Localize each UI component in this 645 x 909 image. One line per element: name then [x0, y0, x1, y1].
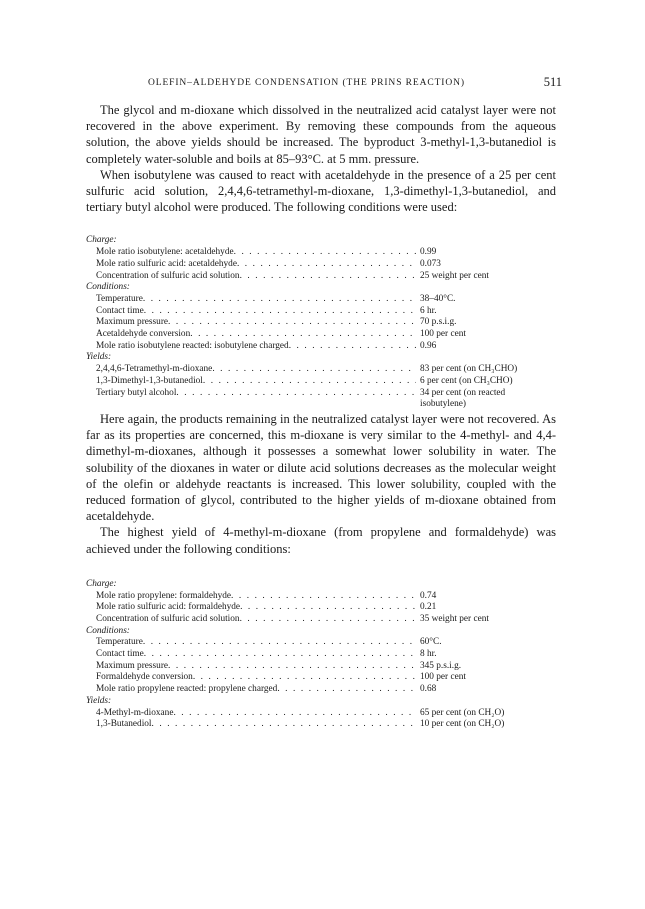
- row-label: [96, 591, 416, 603]
- table-row: [86, 306, 556, 318]
- leader-dots: [152, 719, 416, 731]
- conditions-table-propylene: [86, 579, 556, 731]
- row-label: [96, 672, 416, 684]
- leader-dots: [143, 294, 416, 306]
- section-heading: Yields:: [86, 695, 112, 706]
- row-value: 6 per cent (on CH₃CHO): [420, 375, 513, 386]
- table-row: [86, 708, 556, 720]
- row-value: 35 weight per cent: [420, 613, 489, 624]
- row-value: 70 p.s.i.g.: [420, 317, 457, 328]
- table-row: [86, 388, 556, 411]
- row-label-text: 1,3-Dimethyl-1,3-butanediol: [96, 375, 203, 386]
- section-heading: Charge:: [86, 235, 117, 246]
- leader-dots: [231, 591, 416, 603]
- row-label-text: Maximum pressure: [96, 660, 169, 671]
- leader-dots: [237, 259, 416, 271]
- running-title: OLEFIN–ALDEHYDE CONDENSATION (THE PRINS REACTION): [148, 78, 465, 88]
- row-label-text: Concentration of sulfuric acid solution: [96, 613, 240, 624]
- leader-dots: [203, 376, 416, 388]
- page: [86, 74, 562, 731]
- row-value: 0.99: [420, 247, 437, 258]
- row-label-text: Contact time: [96, 649, 144, 660]
- row-label: [96, 684, 416, 696]
- row-label-text: Mole ratio sulfuric acid: acetaldehyde: [96, 258, 237, 269]
- section-heading: Charge:: [86, 578, 117, 589]
- row-label-text: Temperature: [96, 637, 143, 648]
- leader-dots: [193, 672, 416, 684]
- row-label: [96, 719, 416, 731]
- leader-dots: [190, 329, 416, 341]
- row-label: [96, 294, 416, 306]
- paragraph: Here again, the products remaining in the neutralized catalyst layer were not recovered. As far as its properties are concerned, this m-dioxane is very similar to the 4-methyl- and 4,4-dimethyl-m-dioxanes, although it possesses a somewhat lower solubility in water. The solubility of the dioxanes in water or dilute acid solutions decreases as the molecular weight of the olefin or aldehyde reactants is increased. This lower solubility, coupled with the reduced formation of glycol, contributed to the higher yields of m-dioxane obtained from acetaldehyde.: [86, 411, 556, 524]
- leader-dots: [143, 637, 416, 649]
- leader-dots: [289, 341, 416, 353]
- leader-dots: [212, 364, 416, 376]
- leader-dots: [168, 661, 416, 673]
- row-label: [96, 259, 416, 271]
- leader-dots: [176, 388, 416, 400]
- table-row: [86, 672, 556, 684]
- leader-dots: [240, 614, 416, 626]
- conditions-table-isobutylene: [86, 235, 556, 411]
- row-label: [96, 306, 416, 318]
- table-row: [86, 637, 556, 649]
- table-row: [86, 614, 556, 626]
- row-label-text: Maximum pressure: [96, 317, 169, 328]
- table-row: [86, 661, 556, 673]
- row-label: [96, 376, 416, 388]
- row-label-text: Mole ratio propylene: formaldehyde: [96, 590, 232, 601]
- row-label-text: Acetaldehyde conversion: [96, 329, 191, 340]
- row-label: [96, 247, 416, 259]
- leader-dots: [168, 317, 416, 329]
- page-number: 511: [543, 75, 562, 89]
- row-label-text: 4-Methyl-m-dioxane: [96, 707, 174, 718]
- paragraph: The highest yield of 4-methyl-m-dioxane (from propylene and formaldehyde) was achieved under the following conditions:: [86, 525, 556, 556]
- row-label: [96, 661, 416, 673]
- row-value: 0.21: [420, 602, 437, 613]
- table-row: [86, 247, 556, 259]
- leader-dots: [240, 271, 416, 283]
- table-row: [86, 376, 556, 388]
- row-value: 0.68: [420, 684, 437, 695]
- row-label-text: Mole ratio propylene reacted: propylene charged: [96, 684, 278, 695]
- row-label-text: 1,3-Butanediol: [96, 719, 152, 730]
- row-value: 100 per cent: [420, 672, 466, 683]
- row-label-text: Mole ratio isobutylene: acetaldehyde: [96, 247, 234, 258]
- row-label: [96, 637, 416, 649]
- row-label: [96, 317, 416, 329]
- table-row: [86, 684, 556, 696]
- row-label: [96, 602, 416, 614]
- row-label-text: 2,4,4,6-Tetramethyl-m-dioxane: [96, 364, 213, 375]
- leader-dots: [144, 649, 416, 661]
- row-value: 100 per cent: [420, 329, 466, 340]
- row-label: [96, 364, 416, 376]
- row-value: 25 weight per cent: [420, 270, 489, 281]
- row-value: 8 hr.: [420, 649, 437, 660]
- table-row: [86, 259, 556, 271]
- paragraph: The glycol and m-dioxane which dissolved in the neutralized acid catalyst layer were not recovered in the above experiment. By removing these compounds from the aqueous solution, the above yields should be increased. The byproduct 3-methyl-1,3-butanediol is completely water-soluble and boils at 85–93°C. at 5 mm. pressure.: [86, 103, 556, 166]
- row-label: [96, 708, 416, 720]
- row-label-text: Contact time: [96, 305, 144, 316]
- row-value: 60°C.: [420, 637, 442, 648]
- row-label-text: Concentration of sulfuric acid solution: [96, 270, 240, 281]
- table-row: [86, 341, 556, 353]
- section-heading: Conditions:: [86, 625, 130, 636]
- table-row: [86, 271, 556, 283]
- row-label-text: Temperature: [96, 293, 143, 304]
- row-label: [96, 388, 416, 400]
- row-value: 83 per cent (on CH₃CHO): [420, 364, 518, 375]
- leader-dots: [277, 684, 416, 696]
- table-row: [86, 317, 556, 329]
- leader-dots: [240, 602, 416, 614]
- row-label-text: Mole ratio sulfuric acid: formaldehyde: [96, 602, 241, 613]
- row-label-text: Formaldehyde conversion: [96, 672, 193, 683]
- section-heading: Yields:: [86, 352, 112, 363]
- row-value: 0.96: [420, 340, 437, 351]
- row-value: 10 per cent (on CH₂O): [420, 719, 505, 730]
- paragraph: When isobutylene was caused to react with acetaldehyde in the presence of a 25 per cent sulfuric acid solution, 2,4,4,6-tetramethyl-m-dioxane, 1,3-dimethyl-1,3-butanediol, and tertiary butyl alcohol were produced. The following conditions were used:: [86, 167, 556, 215]
- row-label: [96, 329, 416, 341]
- table-row: [86, 649, 556, 661]
- leader-dots: [173, 708, 416, 720]
- row-label: [96, 271, 416, 283]
- row-value: 6 hr.: [420, 305, 437, 316]
- table-row: [86, 719, 556, 731]
- table-row: [86, 294, 556, 306]
- row-value: 34 per cent (on reacted isobutylene): [420, 387, 506, 410]
- running-head: [86, 74, 562, 92]
- row-value: 345 p.s.i.g.: [420, 660, 462, 671]
- row-value: 0.073: [420, 258, 441, 269]
- table-row: [86, 364, 556, 376]
- row-label-text: Mole ratio isobutylene reacted: isobutylene charged: [96, 340, 289, 351]
- row-label: [96, 614, 416, 626]
- row-value: 0.74: [420, 590, 437, 601]
- row-value: 38–40°C.: [420, 293, 456, 304]
- table-row: [86, 329, 556, 341]
- row-value: 65 per cent (on CH₂O): [420, 707, 505, 718]
- row-label: [96, 649, 416, 661]
- table-row: [86, 602, 556, 614]
- section-heading: Conditions:: [86, 282, 130, 293]
- row-label: [96, 341, 416, 353]
- row-label-text: Tertiary butyl alcohol: [96, 387, 177, 398]
- leader-dots: [144, 306, 416, 318]
- leader-dots: [234, 247, 416, 259]
- table-row: [86, 591, 556, 603]
